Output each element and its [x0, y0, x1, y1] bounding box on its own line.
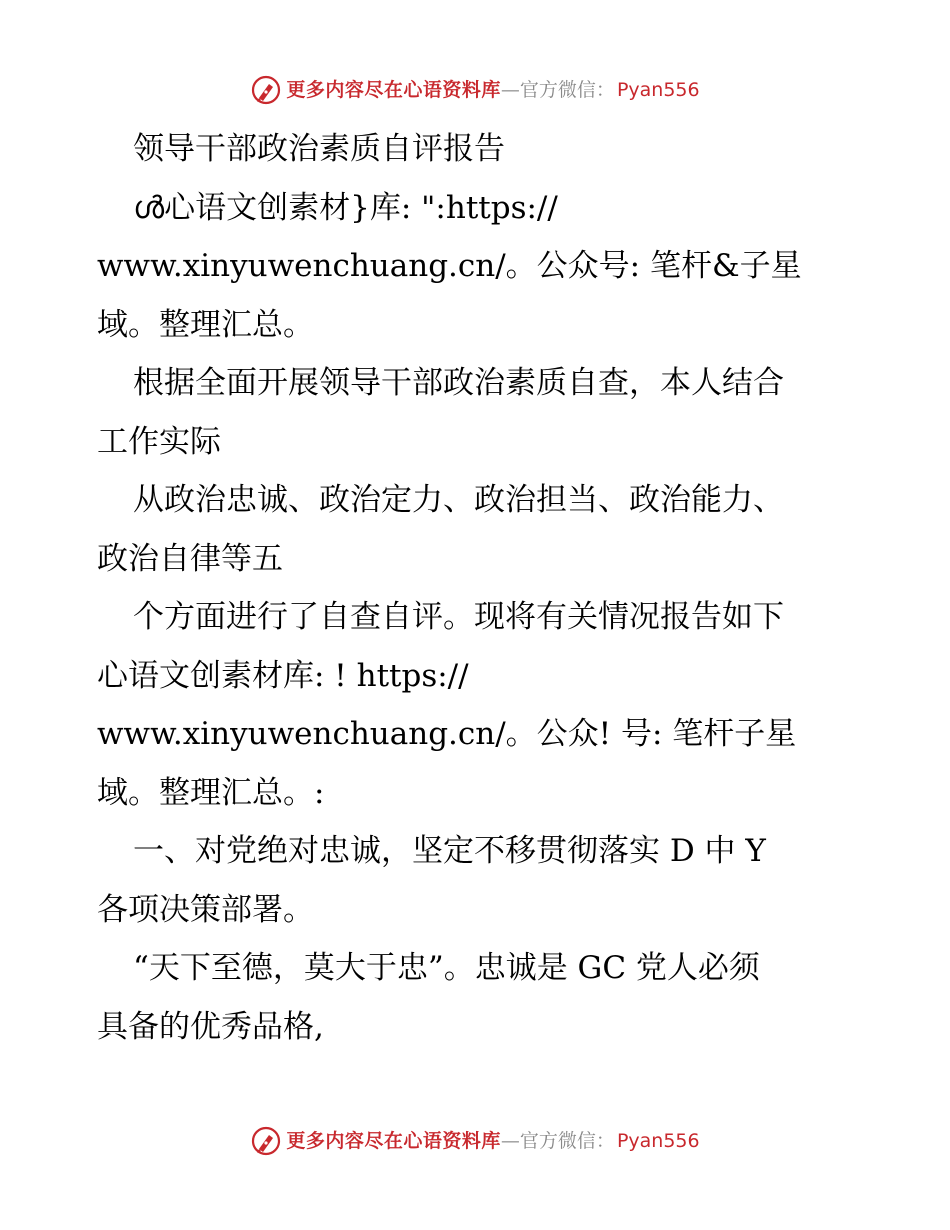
document-body — [97, 120, 897, 1056]
banner-wechat-id: Pyan556 — [616, 1129, 700, 1152]
text-line: 域。整理汇总。 — [97, 306, 314, 343]
curl-glyph-icon: ൾ — [133, 189, 165, 226]
text-line: www.xinyuwenchuang.cn/。公众! 号: 笔杆子星 — [97, 716, 797, 752]
text-line: 根据全面开展领导干部政治素质自查，本人结合 — [133, 365, 784, 401]
banner-title: 更多内容尽在心语资料库 — [286, 78, 501, 101]
footer-banner — [0, 1121, 950, 1161]
banner-separator: — — [500, 78, 520, 101]
document-title: 领导干部政治素质自评报告 — [133, 131, 505, 167]
text-line: 从政治忠诚、政治定力、政治担当、政治能力、 — [133, 482, 784, 518]
text-line — [97, 179, 897, 238]
text-line: 域。整理汇总。: — [97, 774, 325, 811]
text-line: 政治自律等五 — [97, 540, 283, 577]
text-line: 工作实际 — [97, 423, 221, 460]
banner-wechat-label: 官方微信： — [519, 1129, 615, 1152]
banner-wechat-label: 官方微信： — [519, 78, 615, 101]
header-banner — [0, 70, 950, 110]
banner-separator: — — [500, 1129, 520, 1152]
text-line: 各项决策部署。 — [97, 891, 314, 928]
text-line: 心语文创素材库: ! https:// — [97, 657, 469, 694]
banner-title: 更多内容尽在心语资料库 — [286, 1129, 501, 1152]
text-line: 个方面进行了自查自评。现将有关情况报告如下 — [133, 599, 784, 635]
text-line-content: 心语文创素材}库: ":https:// — [164, 189, 558, 226]
pen-logo-icon — [250, 1125, 282, 1157]
text-line: 具备的优秀品格, — [97, 1008, 324, 1045]
text-line: www.xinyuwenchuang.cn/。公众号: 笔杆&子星 — [97, 248, 802, 284]
text-line: “天下至德，莫大于忠”。忠诚是 GC 党人必须 — [133, 950, 760, 986]
banner-wechat-id: Pyan556 — [616, 78, 700, 101]
pen-logo-icon — [250, 74, 282, 106]
section-heading: 一、对党绝对忠诚，坚定不移贯彻落实 D 中 Y — [133, 833, 766, 869]
